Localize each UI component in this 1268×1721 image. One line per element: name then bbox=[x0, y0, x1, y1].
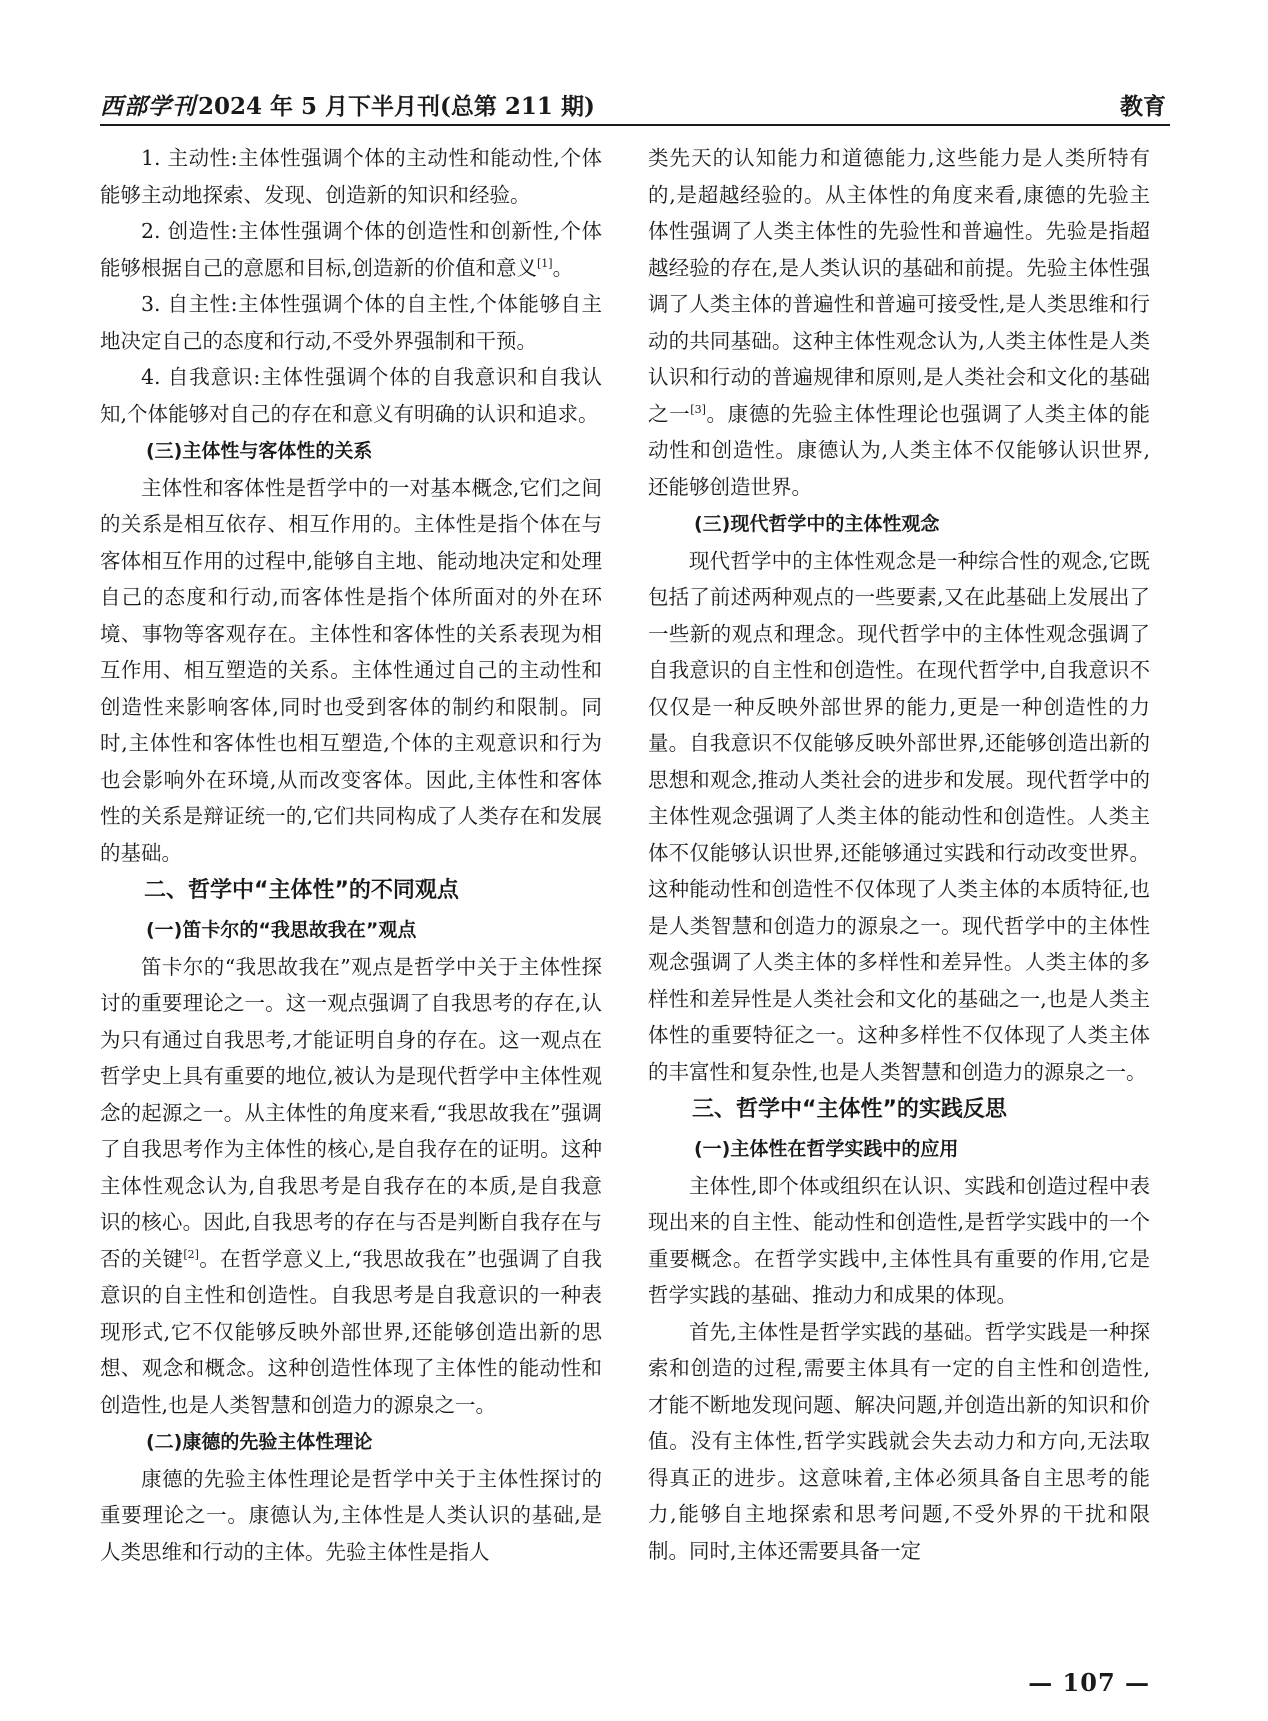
paragraph-text: 3. 自主性:主体性强调个体的自主性,个体能够自主地决定自己的态度和行动,不受外界强制和干预。 bbox=[100, 292, 602, 353]
section-heading bbox=[100, 871, 602, 911]
paragraph-text-continued: 。康德的先验主体性理论也强调了人类主体的能动性和创造性。康德认为,人类主体不仅能够认识世界,还能够创造世界。 bbox=[648, 401, 1150, 499]
right-column bbox=[648, 140, 1150, 1569]
paragraph-text: 笛卡尔的“我思故我在”观点是哲学中关于主体性探讨的重要理论之一。这一观点强调了自我思考的存在,认为只有通过自我思考,才能证明自身的存在。这一观点在哲学史上具有重要的地位,被认为是现代哲学中主体性观念的起源之一。从主体性的角度来看,“我思故我在”强调了自我思考作为主体性的核心,是自我存在的证明。这种主体性观念认为,自我思考是自我存在的本质,是自我意识的核心。因此,自我思考的存在与否是判断自我存在与否的关键 bbox=[100, 954, 602, 1271]
citation-ref: [3] bbox=[690, 402, 706, 416]
page-number: — 107 — bbox=[1028, 1668, 1150, 1697]
subsection-heading bbox=[100, 433, 602, 470]
body-paragraph bbox=[100, 140, 602, 213]
paragraph-text: 2. 创造性:主体性强调个体的创造性和创新性,个体能够根据自己的意愿和目标,创造新的价值和意义 bbox=[100, 219, 602, 280]
subsection-heading bbox=[648, 506, 1150, 543]
citation-ref: [1] bbox=[537, 256, 553, 270]
paragraph-text: (三)主体性与客体性的关系 bbox=[146, 440, 373, 462]
journal-logo: 西部学刊 bbox=[100, 93, 196, 120]
body-paragraph bbox=[100, 359, 602, 432]
body-paragraph bbox=[100, 1461, 602, 1571]
paragraph-text: (一)主体性在哲学实践中的应用 bbox=[694, 1138, 959, 1160]
subsection-heading bbox=[648, 1131, 1150, 1168]
paragraph-text: 4. 自我意识:主体性强调个体的自我意识和自我认知,个体能够对自己的存在和意义有明确的认识和追求。 bbox=[100, 365, 602, 426]
issue-text: 2024 年 5 月下半月刊(总第 211 期) bbox=[198, 93, 595, 120]
paragraph-text: 主体性,即个体或组织在认识、实践和创造过程中表现出来的自主性、能动性和创造性,是哲学实践中的一个重要概念。在哲学实践中,主体性具有重要的作用,它是哲学实践的基础、推动力和成果的体现。 bbox=[648, 1173, 1150, 1307]
paragraph-text: 主体性和客体性是哲学中的一对基本概念,它们之间的关系是相互依存、相互作用的。主体性是指个体在与客体相互作用的过程中,能够自主地、能动地决定和处理自己的态度和行动,而客体性是指个体所面对的外在环境、事物等客观存在。主体性和客体性的关系表现为相互作用、相互塑造的关系。主体性通过自己的主动性和创造性来影响客体,同时也受到客体的制约和限制。同时,主体性和客体性也相互塑造,个体的主观意识和行为也会影响外在环境,从而改变客体。因此,主体性和客体性的关系是辩证统一的,它们共同构成了人类存在和发展的基础。 bbox=[100, 475, 602, 865]
body-paragraph bbox=[100, 470, 602, 872]
subsection-heading bbox=[100, 912, 602, 949]
citation-ref: [2] bbox=[183, 1247, 199, 1261]
paragraph-text: 首先,主体性是哲学实践的基础。哲学实践是一种探索和创造的过程,需要主体具有一定的自主性和创造性,才能不断地发现问题、解决问题,并创造出新的知识和价值。没有主体性,哲学实践就会失去动力和方向,无法取得真正的进步。这意味着,主体必须具备自主思考的能力,能够自主地探索和思考问题,不受外界的干扰和限制。同时,主体还需要具备一定 bbox=[648, 1319, 1150, 1563]
section-name: 教育 bbox=[1120, 93, 1166, 120]
paragraph-text: 类先天的认知能力和道德能力,这些能力是人类所特有的,是超越经验的。从主体性的角度来看,康德的先验主体性强调了人类主体性的先验性和普遍性。先验是指超越经验的存在,是人类认识的基础和前提。先验主体性强调了人类主体的普遍性和普遍可接受性,是人类思维和行动的共同基础。这种主体性观念认为,人类主体性是人类认识和行动的普遍规律和原则,是人类社会和文化的基础之一 bbox=[648, 146, 1150, 426]
left-column bbox=[100, 140, 602, 1570]
journal-issue bbox=[100, 88, 595, 121]
paragraph-text-continued: 。在哲学意义上,“我思故我在”也强调了自我意识的自主性和创造性。自我思考是自我意识的一种表现形式,它不仅能够反映外部世界,还能够创造出新的思想、观念和概念。这种创造性体现了主体性的能动性和创造性,也是人类智慧和创造力的源泉之一。 bbox=[100, 1246, 602, 1417]
body-paragraph bbox=[100, 286, 602, 359]
body-paragraph bbox=[648, 1314, 1150, 1570]
paragraph-text: 三、哲学中“主体性”的实践反思 bbox=[692, 1097, 1007, 1122]
paragraph-text: (一)笛卡尔的“我思故我在”观点 bbox=[146, 919, 417, 941]
paragraph-text: 康德的先验主体性理论是哲学中关于主体性探讨的重要理论之一。康德认为,主体性是人类认识的基础,是人类思维和行动的主体。先验主体性是指人 bbox=[100, 1466, 602, 1564]
body-paragraph bbox=[100, 213, 602, 286]
body-paragraph bbox=[648, 140, 1150, 505]
subsection-heading bbox=[100, 1424, 602, 1461]
body-paragraph bbox=[648, 1168, 1150, 1314]
paragraph-text: 现代哲学中的主体性观念是一种综合性的观念,它既包括了前述两种观点的一些要素,又在此基础上发展出了一些新的观点和理念。现代哲学中的主体性观念强调了自我意识的自主性和创造性。在现代哲学中,自我意识不仅仅是一种反映外部世界的能力,更是一种创造性的力量。自我意识不仅能够反映外部世界,还能够创造出新的思想和观念,推动人类社会的进步和发展。现代哲学中的主体性观念强调了人类主体的能动性和创造性。人类主体不仅能够认识世界,还能够通过实践和行动改变世界。这种能动性和创造性不仅体现了人类主体的本质特征,也是人类智慧和创造力的源泉之一。现代哲学中的主体性观念强调了人类主体的多样性和差异性。人类主体的多样性和差异性是人类社会和文化的基础之一,也是人类主体性的重要特征之一。这种多样性不仅体现了人类主体的丰富性和复杂性,也是人类智慧和创造力的源泉之一。 bbox=[648, 548, 1150, 1084]
running-header bbox=[100, 84, 1170, 126]
paragraph-text-continued: 。 bbox=[552, 255, 574, 280]
paragraph-text: (三)现代哲学中的主体性观念 bbox=[694, 513, 940, 535]
paragraph-text: 1. 主动性:主体性强调个体的主动性和能动性,个体能够主动地探索、发现、创造新的知识和经验。 bbox=[100, 146, 602, 207]
body-paragraph bbox=[100, 949, 602, 1424]
paragraph-text: (二)康德的先验主体性理论 bbox=[146, 1431, 373, 1453]
section-heading bbox=[648, 1090, 1150, 1130]
body-paragraph bbox=[648, 543, 1150, 1091]
paragraph-text: 二、哲学中“主体性”的不同观点 bbox=[144, 878, 459, 903]
